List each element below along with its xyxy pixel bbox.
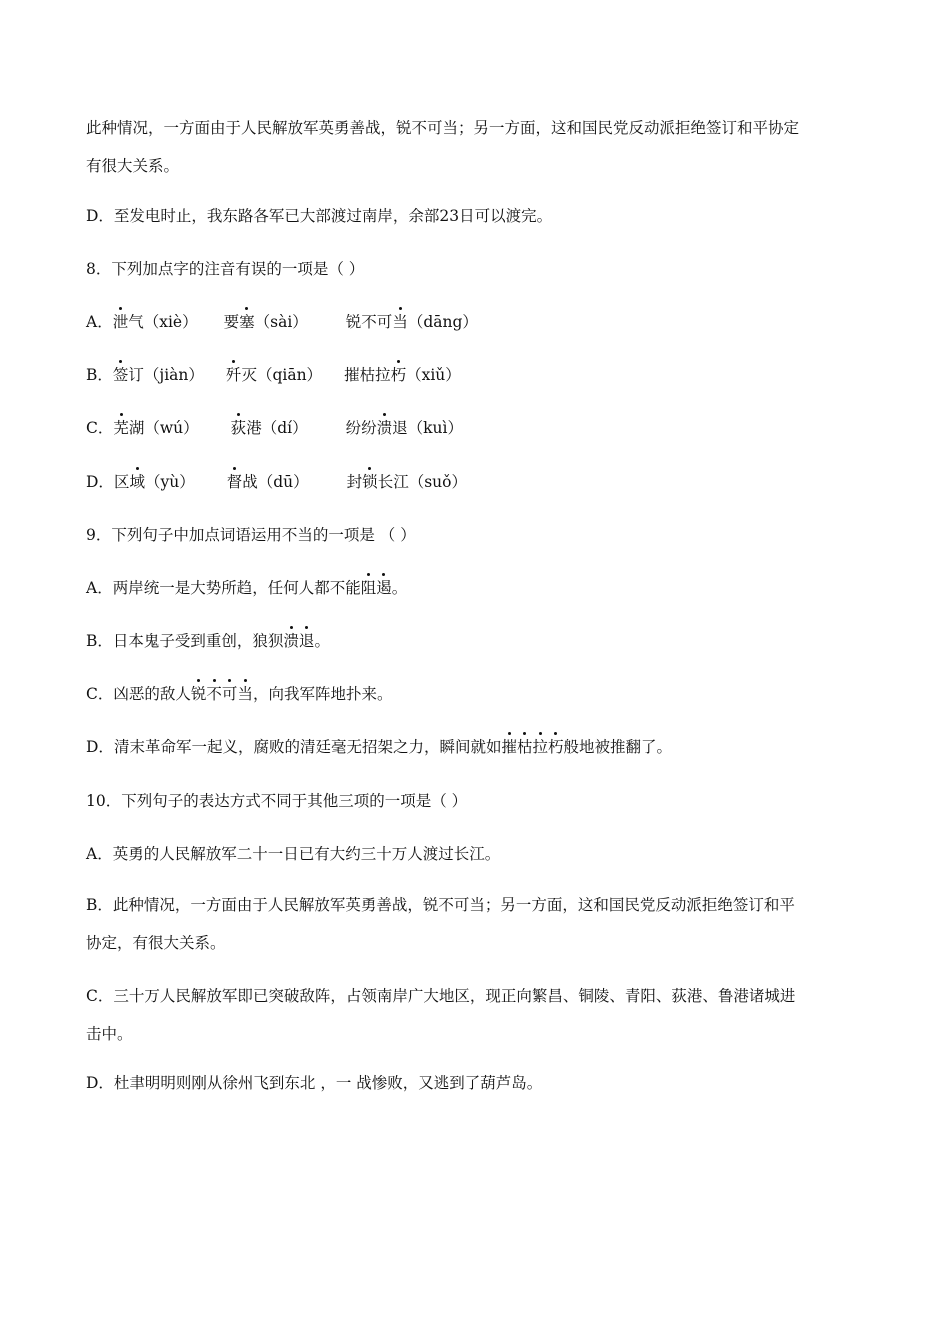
- q10-option-a: A．英勇的人民解放军二十一日已有大约三十万人渡过长江。: [86, 845, 501, 863]
- emphasis-char: 朽: [548, 738, 564, 756]
- emphasis-char: 溃: [376, 419, 393, 437]
- option-d-prev-question: D．至发电时止，我东路各军已大部渡过南岸，余部23日可以渡完。: [86, 207, 553, 225]
- emphasis-char: 阻: [360, 579, 377, 597]
- q10-option-c-line-2: 击中。: [86, 1025, 133, 1043]
- question-9-stem: 9．下列句子中加点词语运用不当的一项是 （ ）: [86, 526, 416, 544]
- q8-option-c: C．芜湖（wú） 荻港（dí） 纷纷溃退（kuì）: [86, 419, 463, 437]
- emphasis-char: 歼: [225, 366, 242, 384]
- emphasis-char: 溃: [283, 632, 299, 650]
- emphasis-char: 当: [392, 313, 408, 331]
- passage-line-2: 有很大关系。: [86, 157, 180, 175]
- question-8-stem: 8．下列加点字的注音有误的一项是（ ）: [86, 260, 365, 278]
- q9-option-b: B．日本鬼子受到重创，狼狈溃退。: [86, 632, 330, 650]
- emphasis-char: 荻: [230, 419, 247, 437]
- q8-option-a: A．泄气（xiè） 要塞（sài） 锐不可当（dāng）: [86, 313, 478, 331]
- emphasis-char: 退: [298, 632, 315, 650]
- emphasis-char: 遏: [376, 579, 392, 597]
- emphasis-char: 域: [129, 473, 145, 491]
- q8-option-b: B．签订（jiàn） 歼灭（qiān） 摧枯拉朽（xiǔ）: [86, 366, 461, 384]
- q10-option-b-line-2: 协定，有很大关系。: [86, 934, 226, 952]
- question-10-stem: 10．下列句子的表达方式不同于其他三项的一项是（ ）: [86, 792, 468, 810]
- emphasis-char: 可: [221, 685, 238, 703]
- passage-line-1: 此种情况，一方面由于人民解放军英勇善战，锐不可当；另一方面，这和国民党反动派拒绝签订和平协定: [86, 119, 800, 137]
- q10-option-c-line-1: C．三十万人民解放军即已突破敌阵，占领南岸广大地区，现正向繁昌、铜陵、青阳、荻港、鲁港诸城进: [86, 987, 796, 1005]
- emphasis-char: 塞: [239, 313, 255, 331]
- q8-option-d: D．区域（yù） 督战（dū） 封锁长江（suǒ）: [86, 473, 467, 491]
- emphasis-char: 签: [112, 366, 129, 384]
- q9-option-c: C．凶恶的敌人锐不可当，向我军阵地扑来。: [86, 685, 393, 703]
- emphasis-char: 拉: [532, 738, 548, 756]
- emphasis-char: 芜: [113, 419, 129, 437]
- q9-option-d: D．清末革命军一起义，腐败的清廷毫无招架之力，瞬间就如摧枯拉朽般地被推翻了。: [86, 738, 673, 756]
- q9-option-a: A．两岸统一是大势所趋，任何人都不能阻遏。: [86, 579, 408, 597]
- emphasis-char: 摧: [501, 738, 517, 756]
- emphasis-char: 不: [206, 685, 222, 703]
- emphasis-char: 督: [226, 473, 243, 491]
- emphasis-char: 枯: [516, 738, 533, 756]
- q10-option-b-line-1: B．此种情况，一方面由于人民解放军英勇善战，锐不可当；另一方面，这和国民党反动派拒绝签订和平: [86, 896, 795, 914]
- q10-option-d: D．杜聿明明则刚从徐州飞到东北 ，一 战惨败，又逃到了葫芦岛。: [86, 1074, 543, 1092]
- emphasis-char: 朽: [390, 366, 407, 384]
- emphasis-char: 锁: [362, 473, 378, 491]
- emphasis-char: 当: [237, 685, 253, 703]
- emphasis-char: 锐: [190, 685, 207, 703]
- emphasis-char: 泄: [112, 313, 129, 331]
